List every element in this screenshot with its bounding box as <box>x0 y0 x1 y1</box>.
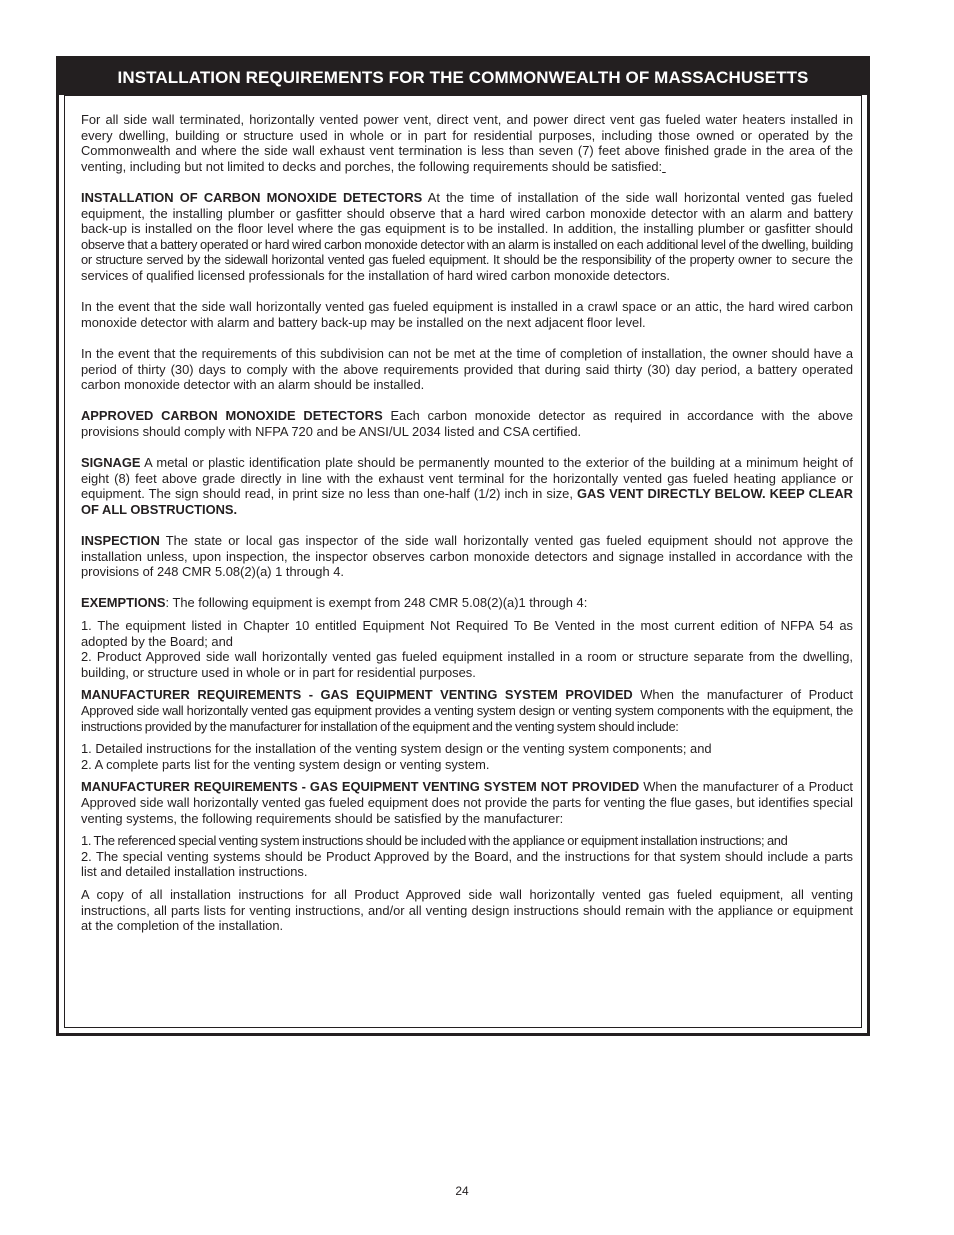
co-install-body-c: to secure the services of qualified licensed professionals for the installation of hard wired carbon monoxide detectors. <box>81 252 853 283</box>
co-install-body-b: observe that a battery operated or hard wired carbon monoxide detector with an alarm is installed on each additional level of the dwelling, building or structure served by the sidewall horizontal vented gas fueled equipment. It should be the responsibility of the property owner <box>81 236 853 268</box>
mfr-not-provided-body: When the manufacturer of a Product Approved side wall horizontally vented gas fueled equipment does not provide the parts for venting the flue gases, but identifies special venting systems, the following requirements should be satisfied by the manufacturer: <box>81 779 853 826</box>
page-number: 24 <box>455 1184 469 1198</box>
mfr-not-provided-item-2: 2. The special venting systems should be Product Approved by the Board, and the instructions for that system should include a parts list and detailed installation instructions. <box>81 848 853 880</box>
exemption-item-1: 1. The equipment listed in Chapter 10 entitled Equipment Not Required To Be Vented in the most current edition of NFPA 54 as adopted by the Board; and <box>81 618 853 649</box>
exemptions-paragraph <box>81 595 853 611</box>
mfr-not-provided-heading: MANUFACTURER REQUIREMENTS - GAS EQUIPMENT VENTING SYSTEM NOT PROVIDED <box>81 779 640 795</box>
mfr-not-provided-item-1: 1. The referenced special venting system instructions should be included with the appliance or equipment installation instructions; and <box>81 833 788 849</box>
inner-border <box>64 95 862 1028</box>
mfr-provided-body-b: Approved side wall horizontally vented gas equipment provides a venting system design or venting system components with the equipment, the instructions provided by the manufacturer for installation of the equipment and the venting system should include: <box>81 702 853 734</box>
mfr-provided-heading: MANUFACTURER REQUIREMENTS - GAS EQUIPMENT VENTING SYSTEM PROVIDED <box>81 687 633 703</box>
mfr-provided-body-a: When the manufacturer of Product <box>632 687 854 703</box>
exemptions-body: : The following equipment is exempt from 248 CMR 5.08(2)(a)1 through 4: <box>165 595 588 611</box>
exemption-item-2: 2. Product Approved side wall horizontally vented gas fueled equipment installed in a room or structure separate from the dwelling, building, or structure used in whole or in part for residential purposes. <box>81 649 853 680</box>
closing-paragraph: A copy of all installation instructions for all Product Approved side wall horizontally vented gas fueled equipment, all venting instructions, all parts lists for venting instructions, and/or all venting design instructions should remain with the appliance or equipment at the completion of the installation. <box>81 886 853 934</box>
co-install-paragraph <box>81 190 853 284</box>
exemptions-heading: EXEMPTIONS <box>81 595 166 611</box>
co-install-body-a: At the time of installation of the side wall horizontal vented gas fueled equipment, the installing plumber or gasfitter should observe that a hard wired carbon monoxide detector with an alarm and battery back-up is installed on the floor level where the gas equipment is to be installed. In addition, the installing plumber or gasfitter should <box>81 189 853 237</box>
mfr-provided-item-2: 2. A complete parts list for the venting system design or venting system. <box>81 756 490 772</box>
signage-emphasis: GAS VENT DIRECTLY BELOW. KEEP CLEAR OF ALL OBSTRUCTIONS. <box>81 486 853 517</box>
intro-paragraph <box>81 112 853 174</box>
approved-detectors-paragraph <box>81 408 853 439</box>
inspection-paragraph <box>81 533 853 580</box>
inspection-heading: INSPECTION <box>81 533 160 549</box>
intro-text: For all side wall terminated, horizontally vented power vent, direct vent, and power direct vent gas fueled water heaters installed in every dwelling, building or structure used in whole or in part for residential purposes, including those owned or operated by the Commonwealth and where the side wall exhaust vent termination is less than seven (7) feet above finished grade in the area of the venting, including but not limited to decks and porches, the following requirements should be satisfied: <box>81 112 853 174</box>
signage-body: A metal or plastic identification plate should be permanently mounted to the exterior of the building at a minimum height of eight (8) feet above grade directly in line with the exhaust vent terminal for the horizontally vented gas fueled heating appliance or equipment. The sign should read, in print size no less than one-half (1/2) inch in size, <box>81 455 853 502</box>
underline-mark <box>662 159 666 174</box>
approved-heading: APPROVED CARBON MONOXIDE DETECTORS <box>81 408 383 424</box>
mfr-not-provided-paragraph <box>81 779 853 826</box>
crawl-space-paragraph: In the event that the side wall horizontally vented gas fueled equipment is installed in a crawl space or an attic, the hard wired carbon monoxide detector with alarm and battery back-up may be installed on the next adjacent floor level. <box>81 299 853 330</box>
signage-heading: SIGNAGE <box>81 455 141 471</box>
requirements-box <box>56 56 870 1036</box>
thirty-day-paragraph: In the event that the requirements of this subdivision can not be met at the time of completion of installation, the owner should have a period of thirty (30) days to comply with the above requirements provided that during said thirty (30) day period, a battery operated carbon monoxide detector with an alarm should be installed. <box>81 345 853 393</box>
co-install-heading: INSTALLATION OF CARBON MONOXIDE DETECTORS <box>81 189 423 205</box>
section-title: INSTALLATION REQUIREMENTS FOR THE COMMONWEALTH OF MASSACHUSETTS <box>59 59 867 95</box>
mfr-provided-paragraph <box>81 687 853 734</box>
mfr-provided-item-1: 1. Detailed instructions for the installation of the venting system design or the venting system components; and <box>81 741 712 757</box>
inspection-body: The state or local gas inspector of the side wall horizontally vented gas fueled equipment should not approve the installation unless, upon inspection, the inspector observes carbon monoxide detectors and signage installed in accordance with the provisions of 248 CMR 5.08(2)(a) 1 through 4. <box>81 533 853 580</box>
signage-paragraph <box>81 455 853 517</box>
requirements-content <box>81 112 853 934</box>
approved-body: Each carbon monoxide detector as required in accordance with the above provisions should comply with NFPA 720 and be ANSI/UL 2034 listed and CSA certified. <box>81 408 853 439</box>
